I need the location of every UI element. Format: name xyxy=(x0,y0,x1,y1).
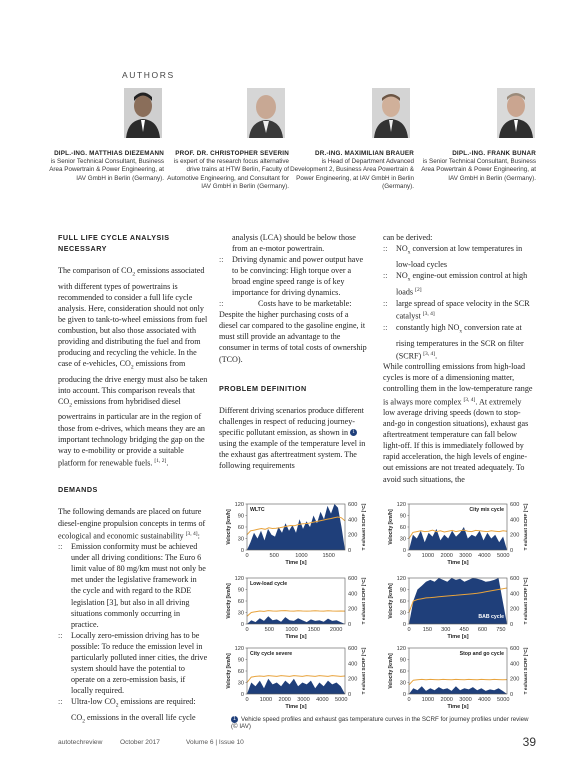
x-tick-label: 0 xyxy=(407,697,411,703)
y2-axis-label: T exhaust SCRF [°C] xyxy=(362,647,367,695)
y2-tick-label: 0 xyxy=(510,622,514,628)
author-1 xyxy=(40,150,164,183)
footer-volume: Volume 6 | Issue 10 xyxy=(186,739,244,746)
x-tick-label: 600 xyxy=(477,627,488,633)
velocity-area xyxy=(247,679,345,694)
y-tick-label: 0 xyxy=(240,692,244,698)
y-axis-label: Velocity [km/h] xyxy=(388,653,394,689)
y2-axis-label: T exhaust SCRF [°C] xyxy=(362,503,367,551)
paragraph: While controlling emissions from high-load cycles is more of a dimensioning matter, controlling them in the low-temperature range is always more complex [3, 4]. At extremely low average driving speeds (down to stop-and-go in congestion situations), exhaust gas aftertreatment temperature can fall below light-off. If this is immediately followed by rapid acceleration, the high levels of engine-out emissions are not treated adequately. To avoid such situations, the xyxy=(383,362,533,484)
chart-bab xyxy=(387,574,537,644)
temperature-line xyxy=(247,676,345,683)
x-tick-label: 500 xyxy=(269,553,279,559)
x-axis-label: Time [s] xyxy=(447,704,469,710)
list-item: :: $NO_x$ engine-out emission control at high loads [2] xyxy=(383,270,533,298)
y-tick-label: 60 xyxy=(399,669,406,675)
chart-title: Low-load cycle xyxy=(250,581,288,587)
x-tick-label: 0 xyxy=(407,627,411,633)
y-tick-label: 30 xyxy=(399,610,406,617)
authors-heading: AUTHORS xyxy=(122,70,175,80)
y2-tick-label: 0 xyxy=(348,548,352,554)
chart-title: BAB cycle xyxy=(478,614,504,620)
x-axis-label: Time [s] xyxy=(285,560,307,566)
x-tick-label: 1000 xyxy=(285,627,298,633)
y-tick-label: 30 xyxy=(237,610,244,617)
chart-low-load xyxy=(225,574,375,644)
x-tick-label: 0 xyxy=(245,553,249,559)
y-tick-label: 90 xyxy=(237,657,244,664)
list-item: :: Ultra-low $CO_2$ emissions are required: $CO_2$ emissions in the overall life cycle xyxy=(58,696,208,727)
y-tick-label: 30 xyxy=(237,536,244,543)
y2-tick-label: 200 xyxy=(348,676,358,683)
y2-tick-label: 600 xyxy=(510,502,520,508)
paragraph: Despite the higher purchasing costs of a diesel car compared to the gasoline engine, it must still provide an advantage to the consumer in terms of total costs of ownership (TCO). xyxy=(219,310,367,364)
y2-axis-label: T exhaust SCRF [°C] xyxy=(524,577,529,625)
list-item: :: Driving dynamic and power output have to be convincing: High torque over a broad engine speed range is of key importance for driving dynamics. xyxy=(219,254,369,298)
figure-caption: 1 Vehicle speed profiles and exhaust gas temperature curves in the SCRF for journey profiles under review (© IAV) xyxy=(231,716,529,731)
y2-tick-label: 0 xyxy=(510,548,514,554)
author-3 xyxy=(290,150,414,191)
y-tick-label: 60 xyxy=(237,669,244,675)
list-item: :: $NO_x$ conversion at low temperatures in low-load cycles xyxy=(383,243,533,270)
y-tick-label: 90 xyxy=(399,513,406,520)
chart-title: City mix cycle xyxy=(469,507,504,513)
y-tick-label: 0 xyxy=(240,622,244,628)
chart-city-mix xyxy=(387,500,537,570)
list-item: :: constantly high $NO_x$ conversion rate at rising temperatures in the SCR on filter (SCRF) [3, 4]. xyxy=(383,322,533,361)
list-item: :: Emission conformity must be achieved under all driving conditions: The Euro 6 limit value of 80 mg/km must not only be met under the legislative framework in the cycle and with regard to the RDE legislation [3], but also in all driving situations commonly occurring in practice. xyxy=(58,541,208,629)
y-tick-label: 30 xyxy=(399,680,406,687)
x-tick-label: 2000 xyxy=(278,697,291,703)
y2-axis-label: T exhaust SCRF [°C] xyxy=(362,577,367,625)
y2-tick-label: 200 xyxy=(348,532,358,539)
y-tick-label: 60 xyxy=(237,525,244,531)
y2-tick-label: 400 xyxy=(348,661,358,668)
y-tick-label: 90 xyxy=(237,587,244,594)
section-heading-demands: DEMANDS xyxy=(58,485,98,495)
y-axis-label: Velocity [km/h] xyxy=(388,509,394,545)
x-tick-label: 2000 xyxy=(440,553,453,559)
x-tick-label: 450 xyxy=(459,627,469,633)
author-bio: is Head of Department Advanced Development 2, Business Area Powertrain & Power Engineering, at IAV GmbH in Berlin (Germany). xyxy=(290,158,414,190)
x-tick-label: 1000 xyxy=(295,553,308,559)
y-axis-label: Velocity [km/h] xyxy=(226,509,232,545)
paragraph-demands: The following demands are placed on future diesel-engine propulsion concepts in terms of ecological and economic sustainability [3, 4]: xyxy=(58,507,206,541)
x-tick-label: 1000 xyxy=(259,697,273,703)
section-heading-problem: PROBLEM DEFINITION xyxy=(219,383,307,393)
x-tick-label: 2000 xyxy=(440,697,453,703)
x-tick-label: 5000 xyxy=(497,553,510,559)
y2-tick-label: 0 xyxy=(348,622,352,628)
x-tick-label: 0 xyxy=(245,697,249,703)
y-tick-label: 120 xyxy=(234,576,244,582)
y-tick-label: 30 xyxy=(399,536,406,543)
y-tick-label: 60 xyxy=(399,525,406,531)
section-heading-lca: FULL LIFE CYCLE ANALYSIS NECESSARY xyxy=(58,233,170,254)
column-3 xyxy=(383,232,533,485)
y-tick-label: 60 xyxy=(399,599,406,605)
x-tick-label: 150 xyxy=(422,627,433,633)
footer-brand: autotechreview xyxy=(58,739,103,746)
y2-tick-label: 0 xyxy=(510,692,514,698)
x-tick-label: 3000 xyxy=(459,697,472,703)
x-axis-label: Time [s] xyxy=(285,634,307,640)
y2-tick-label: 400 xyxy=(348,517,358,524)
y-tick-label: 120 xyxy=(396,502,406,508)
y2-axis-label: T exhaust SCRF [°C] xyxy=(524,503,529,551)
temperature-line xyxy=(409,679,507,684)
y-tick-label: 120 xyxy=(234,646,244,652)
chart-title: WLTC xyxy=(250,507,265,513)
y2-tick-label: 200 xyxy=(510,532,520,539)
y-axis-label: Velocity [km/h] xyxy=(226,583,232,619)
page-number: 39 xyxy=(522,735,536,749)
figure-ref-badge: 1 xyxy=(350,429,357,436)
y2-tick-label: 400 xyxy=(510,591,520,598)
y2-tick-label: 200 xyxy=(348,606,358,613)
y2-tick-label: 400 xyxy=(510,517,520,524)
chart-title: City cycle severe xyxy=(250,651,293,657)
x-tick-label: 300 xyxy=(441,627,451,633)
temperature-line xyxy=(247,611,345,617)
chart-title: Stop and go cycle xyxy=(459,651,504,657)
column-2 xyxy=(219,232,369,471)
figure-number-badge: 1 xyxy=(231,716,238,723)
author-4 xyxy=(412,150,536,183)
x-tick-label: 4000 xyxy=(478,553,491,559)
x-tick-label: 1500 xyxy=(307,627,321,633)
y2-tick-label: 600 xyxy=(348,646,358,652)
y-tick-label: 0 xyxy=(240,548,244,554)
y-tick-label: 30 xyxy=(237,680,244,687)
paragraph: can be derived: xyxy=(383,233,433,242)
paragraph-lca: The comparison of $CO_2$ emissions associated with different types of powertrains is recommended to consider a full life cycle analysis. Here, consideration should not only be given to tank-to-wheel emissions from fuel combustion, but also those associated with providing and distributing the fuel and from producing and recycling the vehicle. In the case of e-vehicles, $CO_2$ emissions from producing the drive energy must also be taken into account. This comparison reveals that $CO_2$ emissions from hybridised diesel powertrains in particular are in the region of those from e-drives, which means they are an important technology bridging the gap on the way to e-mobility or provide a suitable platform for renewable fuels. [1, 2]. xyxy=(58,266,208,468)
x-tick-label: 0 xyxy=(407,553,411,559)
author-2 xyxy=(165,150,289,191)
author-name: PROF. DR. CHRISTOPHER SEVERIN xyxy=(175,150,289,157)
author-photo-3 xyxy=(372,88,410,138)
author-photo-1 xyxy=(124,88,162,138)
y2-tick-label: 600 xyxy=(348,502,358,508)
y-tick-label: 120 xyxy=(396,576,406,582)
author-bio: is Senior Technical Consultant, Business Area Powertrain & Power Engineering, at IAV GmbH in Berlin (Germany). xyxy=(49,158,164,182)
y2-tick-label: 400 xyxy=(510,661,520,668)
y2-tick-label: 600 xyxy=(510,646,520,652)
column-1 xyxy=(58,232,208,727)
x-tick-label: 4000 xyxy=(316,697,329,703)
chart-city-severe xyxy=(225,644,375,714)
paragraph: Different driving scenarios produce different challenges in respect of reducing journey-specific pollutant emission, as shown in 1 using the example of the temperature level in the exhaust gas aftertreatment system. The following requirements xyxy=(219,405,366,470)
x-tick-label: 4000 xyxy=(478,697,491,703)
y2-tick-label: 400 xyxy=(348,591,358,598)
y-tick-label: 60 xyxy=(237,599,244,605)
y2-tick-label: 600 xyxy=(348,576,358,582)
footer-date: October 2017 xyxy=(120,739,160,746)
y-tick-label: 90 xyxy=(399,587,406,594)
y-tick-label: 0 xyxy=(402,622,406,628)
y-tick-label: 0 xyxy=(402,692,406,698)
x-tick-label: 5000 xyxy=(497,697,510,703)
x-tick-label: 3000 xyxy=(459,553,472,559)
y-axis-label: Velocity [km/h] xyxy=(226,653,232,689)
y-tick-label: 0 xyxy=(402,548,406,554)
list-item: :: Costs have to be marketable: xyxy=(219,298,369,309)
chart-wltc xyxy=(225,500,375,570)
author-name: DIPL.-ING. FRANK BUNAR xyxy=(452,150,536,157)
author-name: DR.-ING. MAXIMILIAN BRAUER xyxy=(315,150,414,157)
y2-tick-label: 0 xyxy=(348,692,352,698)
x-tick-label: 5000 xyxy=(335,697,348,703)
author-photo-2 xyxy=(247,88,285,138)
x-tick-label: 1500 xyxy=(322,553,335,559)
paragraph: analysis (LCA) should be below those from an e-motor powertrain. xyxy=(232,233,356,254)
y-tick-label: 120 xyxy=(234,502,244,508)
y2-tick-label: 200 xyxy=(510,676,520,683)
list-item: :: large spread of space velocity in the SCR catalyst [3, 4] xyxy=(383,298,533,322)
y-tick-label: 120 xyxy=(396,646,406,652)
x-axis-label: Time [s] xyxy=(447,634,469,640)
x-tick-label: 0 xyxy=(245,627,249,633)
author-name: DIPL.-ING. MATTHIAS DIEZEMANN xyxy=(54,150,164,157)
y2-tick-label: 600 xyxy=(510,576,520,582)
y2-axis-label: T exhaust SCRF [°C] xyxy=(524,647,529,695)
y2-tick-label: 200 xyxy=(510,606,520,613)
y-tick-label: 90 xyxy=(237,513,244,520)
author-photo-4 xyxy=(497,88,535,138)
author-bio: is Senior Technical Consultant, Business Area Powertrain & Power Engineering, at IAV GmbH in Berlin (Germany). xyxy=(421,158,536,182)
x-tick-label: 500 xyxy=(264,627,274,633)
x-tick-label: 1000 xyxy=(421,697,435,703)
x-tick-label: 1000 xyxy=(421,553,435,559)
x-tick-label: 3000 xyxy=(297,697,310,703)
x-axis-label: Time [s] xyxy=(447,560,469,566)
list-item: :: Locally zero-emission driving has to be possible: To reduce the emission level in particularly polluted inner cities, the drive system should have the potential to operate on a zero-emission basis, if locally required. xyxy=(58,630,208,696)
velocity-area xyxy=(409,686,507,694)
y-axis-label: Velocity [km/h] xyxy=(388,583,394,619)
x-tick-label: 750 xyxy=(496,627,506,633)
x-tick-label: 2000 xyxy=(329,627,343,633)
chart-stop-go xyxy=(387,644,537,714)
y-tick-label: 90 xyxy=(399,657,406,664)
author-bio: is expert of the research focus alternative drive trains at HTW Berlin, Faculty of Automotive Engineering, and Consultant for IAV GmbH in Berlin (Germany). xyxy=(167,158,289,190)
velocity-area xyxy=(247,616,345,624)
x-axis-label: Time [s] xyxy=(285,704,307,710)
